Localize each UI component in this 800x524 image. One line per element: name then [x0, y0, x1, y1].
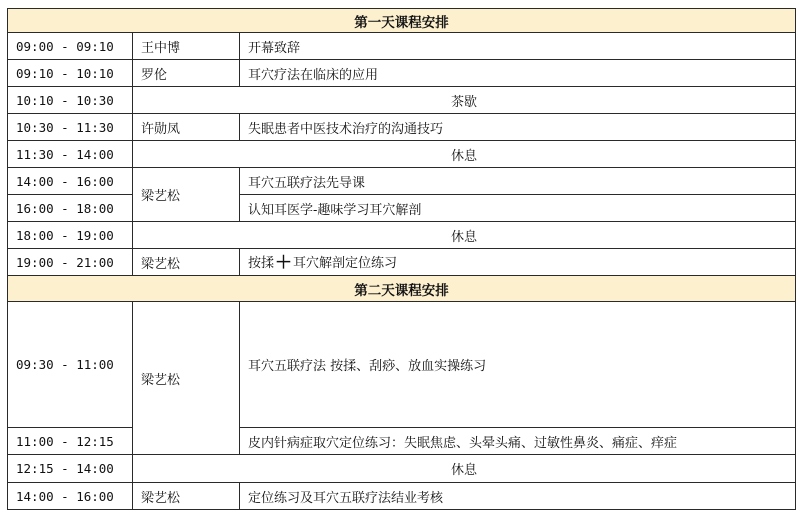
time-cell: 16:00 - 18:00: [8, 195, 133, 222]
table-row: [8, 195, 796, 222]
topic-cell: 认知耳医学-趣味学习耳穴解剖: [240, 195, 796, 222]
day1-header-row: [8, 9, 796, 33]
table-row: [8, 114, 796, 141]
topic-cell: 耳穴疗法在临床的应用: [240, 60, 796, 87]
break-cell: 茶歇: [133, 87, 796, 114]
table-row: [8, 483, 796, 510]
time-cell: 18:00 - 19:00: [8, 222, 133, 249]
plus-icon: ＋: [275, 253, 293, 273]
time-cell: 12:15 - 14:00: [8, 455, 133, 483]
topic-cell: 失眠患者中医技术治疗的沟通技巧: [240, 114, 796, 141]
table-row: [8, 249, 796, 276]
time-cell: 14:00 - 16:00: [8, 168, 133, 195]
time-cell: 11:30 - 14:00: [8, 141, 133, 168]
time-cell: 09:30 - 11:00: [8, 302, 133, 428]
break-cell: 休息: [133, 455, 796, 483]
time-cell: 14:00 - 16:00: [8, 483, 133, 510]
time-cell: 19:00 - 21:00: [8, 249, 133, 276]
table-row: [8, 141, 796, 168]
time-cell: 09:10 - 10:10: [8, 60, 133, 87]
topic-cell: 开幕致辞: [240, 33, 796, 60]
table-row: [8, 168, 796, 195]
table-row: [8, 302, 796, 428]
day1-title: 第一天课程安排: [8, 9, 796, 33]
time-cell: 09:00 - 09:10: [8, 33, 133, 60]
topic-cell: 耳穴五联疗法先导课: [240, 168, 796, 195]
day2-header-row: [8, 276, 796, 302]
time-cell: 10:10 - 10:30: [8, 87, 133, 114]
table-row: [8, 428, 796, 455]
topic-part-b: 耳穴解剖定位练习: [293, 256, 398, 271]
day2-title: 第二天课程安排: [8, 276, 796, 302]
time-cell: 11:00 - 12:15: [8, 428, 133, 455]
speaker-cell: 梁艺松: [133, 302, 240, 455]
speaker-cell: 许勋凤: [133, 114, 240, 141]
topic-cell: 定位练习及耳穴五联疗法结业考核: [240, 483, 796, 510]
table-row: [8, 60, 796, 87]
speaker-cell: 梁艺松: [133, 249, 240, 276]
table-row: [8, 222, 796, 249]
time-cell: 10:30 - 11:30: [8, 114, 133, 141]
table-row: [8, 455, 796, 483]
table-row: [8, 87, 796, 114]
schedule-table: [7, 8, 796, 510]
speaker-cell: 罗伦: [133, 60, 240, 87]
speaker-cell: 梁艺松: [133, 168, 240, 222]
break-cell: 休息: [133, 141, 796, 168]
break-cell: 休息: [133, 222, 796, 249]
topic-cell: 皮内针病症取穴定位练习：失眠焦虑、头晕头痛、过敏性鼻炎、痛症、痒症: [240, 428, 796, 455]
topic-cell: [240, 249, 796, 276]
table-row: [8, 33, 796, 60]
speaker-cell: 王中博: [133, 33, 240, 60]
speaker-cell: 梁艺松: [133, 483, 240, 510]
topic-part-a: 按揉: [248, 256, 275, 271]
topic-cell: 耳穴五联疗法 按揉、刮痧、放血实操练习: [240, 302, 796, 428]
